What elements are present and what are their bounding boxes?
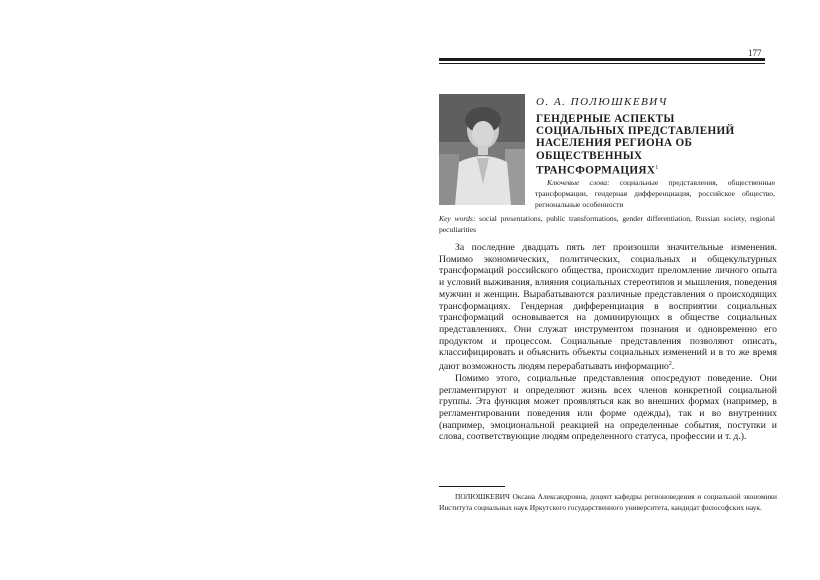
author-photo (439, 94, 525, 205)
header-rule-thin (439, 63, 765, 64)
header-rule (439, 58, 765, 61)
article-body (439, 242, 777, 443)
keywords-en-label: Key words: (439, 214, 476, 223)
article-title-text: ГЕНДЕРНЫЕ АСПЕКТЫ СОЦИАЛЬНЫХ ПРЕДСТАВЛЕНИЙ НАСЕЛЕНИЯ РЕГИОНА ОБ ОБЩЕСТВЕННЫХ ТРАНСФОРМАЦИЯХ (536, 113, 735, 177)
author-footnote: ПОЛЮШКЕВИЧ Оксана Александровна, доцент кафедры регионоведения и социальной экономики Института социальных наук Иркутского государственного университета, кандидат философских наук. (439, 492, 777, 513)
article-title (536, 113, 761, 177)
paragraph-1-end: . (671, 361, 675, 373)
paragraph-1-text: За последние двадцать пять лет произошли значительные изменения. Помимо экономических, политических, социальных и общекультурных трансформаций российского общества, происходит преломление личного опыта и условий выживания, влияния социальных стереотипов и мышления, поведения мужчин и женщин. Вырабатываются различные представления о происходящих трансформациях. Гендерная дифференциация в восприятии социальных трансформаций основывается на доминирующих в обществе социальных представлениях. Они служат инструментом познания и одновременно его продуктом и процессом. Социальные представления позволяют описать, классифицировать и объяснить объекты социальных изменений и в то же время дают возможность людям перерабатывать информацию (439, 242, 777, 373)
title-footnote-mark: 1 (655, 164, 659, 171)
article-author: О. А. ПОЛЮШКЕВИЧ (536, 96, 668, 108)
body-paragraph-1 (439, 242, 777, 373)
keywords-ru (535, 177, 775, 210)
keywords-ru-text: социальные представления, общественные трансформации, гендерная дифференциация, российское общество, региональные особенности (535, 178, 775, 210)
body-paragraph-2: Помимо этого, социальные представления опосредуют поведение. Они регламентируют и определяют жизнь всех членов конкретной социальной группы. Эта функция может проявляться как во внешних формах (например, в регламентировании поведения или форме одежды), так и во внутренних (например, эмоциональной реакцией на определенные события, поступки и слова, соответствующие людям определенного статуса, профессии и т. д.). (439, 372, 777, 443)
footnote-rule (439, 486, 505, 487)
keywords-en (439, 213, 775, 235)
footnote-mark-2: 2 (668, 361, 672, 368)
keywords-en-text: social presentations, public transformations, gender differentiation, Russian society, regional peculiarities (439, 214, 775, 235)
page-number: 177 (748, 48, 762, 58)
keywords-ru-label: Ключевые слова: (547, 178, 610, 187)
